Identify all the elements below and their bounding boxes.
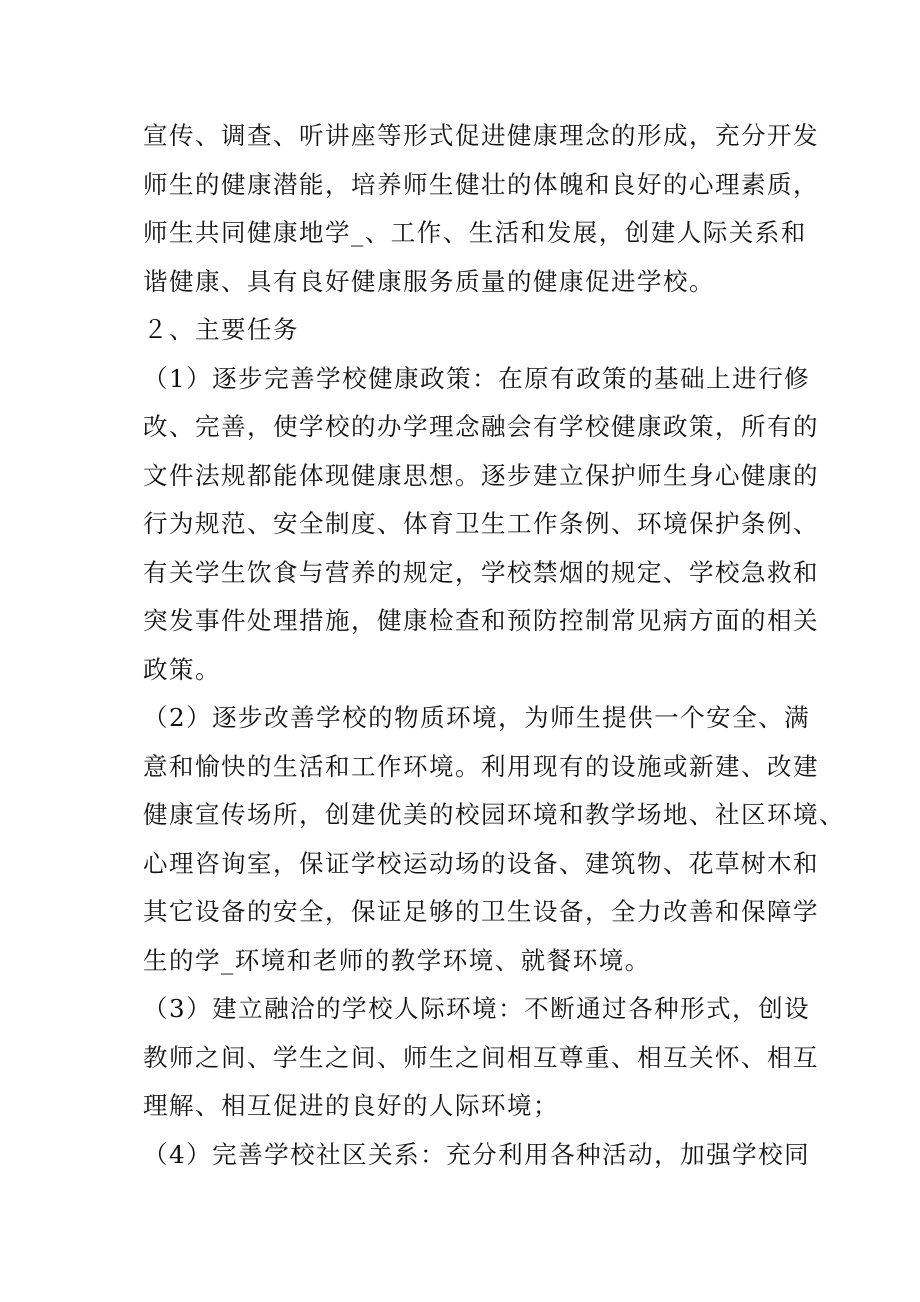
paragraph-task-4 [143, 1131, 811, 1180]
text-line: 突发事件处理措施，健康检查和预防控制常见病方面的相关 [143, 606, 819, 635]
text-line: 健康宣传场所，创建优美的校园环境和教学场地、社区环境、 [143, 800, 845, 829]
text-line: （1）逐步完善学校健康政策：在原有政策的基础上进行修 [143, 363, 811, 393]
section-heading [143, 306, 793, 355]
text-line: 教师之间、学生之间、师生之间相互尊重、相互关怀、相互 [143, 1042, 819, 1072]
text-line: （4）完善学校社区关系：充分利用各种活动，加强学校同 [143, 1139, 811, 1169]
text-line: 心理咨询室，保证学校运动场的设备、建筑物、花草树木和 [143, 848, 819, 878]
paragraph-task-3 [143, 985, 819, 1131]
text-line: 师生的健康潜能，培养师生健壮的体魄和良好的心理素质， [143, 169, 819, 199]
heading-line: ２、主要任务 [143, 315, 299, 344]
text-line: 宣传、调查、听讲座等形式促进健康理念的形成，充分开发 [143, 121, 819, 150]
paragraph-task-1 [143, 355, 819, 695]
text-line: 意和愉快的生活和工作环境。利用现有的设施或新建、改建 [143, 751, 819, 781]
paragraph-task-2 [143, 694, 845, 985]
text-line: 理解、相互促进的良好的人际环境； [143, 1091, 559, 1120]
text-line: 文件法规都能体现健康思想。逐步建立保护师生身心健康的 [143, 460, 819, 490]
text-line: 行为规范、安全制度、体育卫生工作条例、环境保护条例、 [143, 509, 819, 538]
text-line: 改、完善，使学校的办学理念融会有学校健康政策，所有的 [143, 412, 819, 441]
text-line: 其它设备的安全，保证足够的卫生设备，全力改善和保障学 [143, 897, 819, 926]
text-line: 有关学生饮食与营养的规定，学校禁烟的规定、学校急救和 [143, 557, 819, 587]
text-line: （3）建立融洽的学校人际环境：不断通过各种形式，创设 [143, 994, 811, 1023]
text-line: 谐健康、具有良好健康服务质量的健康促进学校。 [143, 266, 715, 296]
text-line: 生的学_环境和老师的教学环境、就餐环境。 [143, 945, 651, 975]
text-line: 师生共同健康地学_、工作、生活和发展，创建人际关系和 [143, 218, 807, 247]
paragraph-intro [143, 112, 819, 306]
text-line: （2）逐步改善学校的物质环境，为师生提供一个安全、满 [143, 703, 811, 732]
document-body [143, 112, 845, 1179]
text-line: 政策。 [143, 654, 221, 684]
